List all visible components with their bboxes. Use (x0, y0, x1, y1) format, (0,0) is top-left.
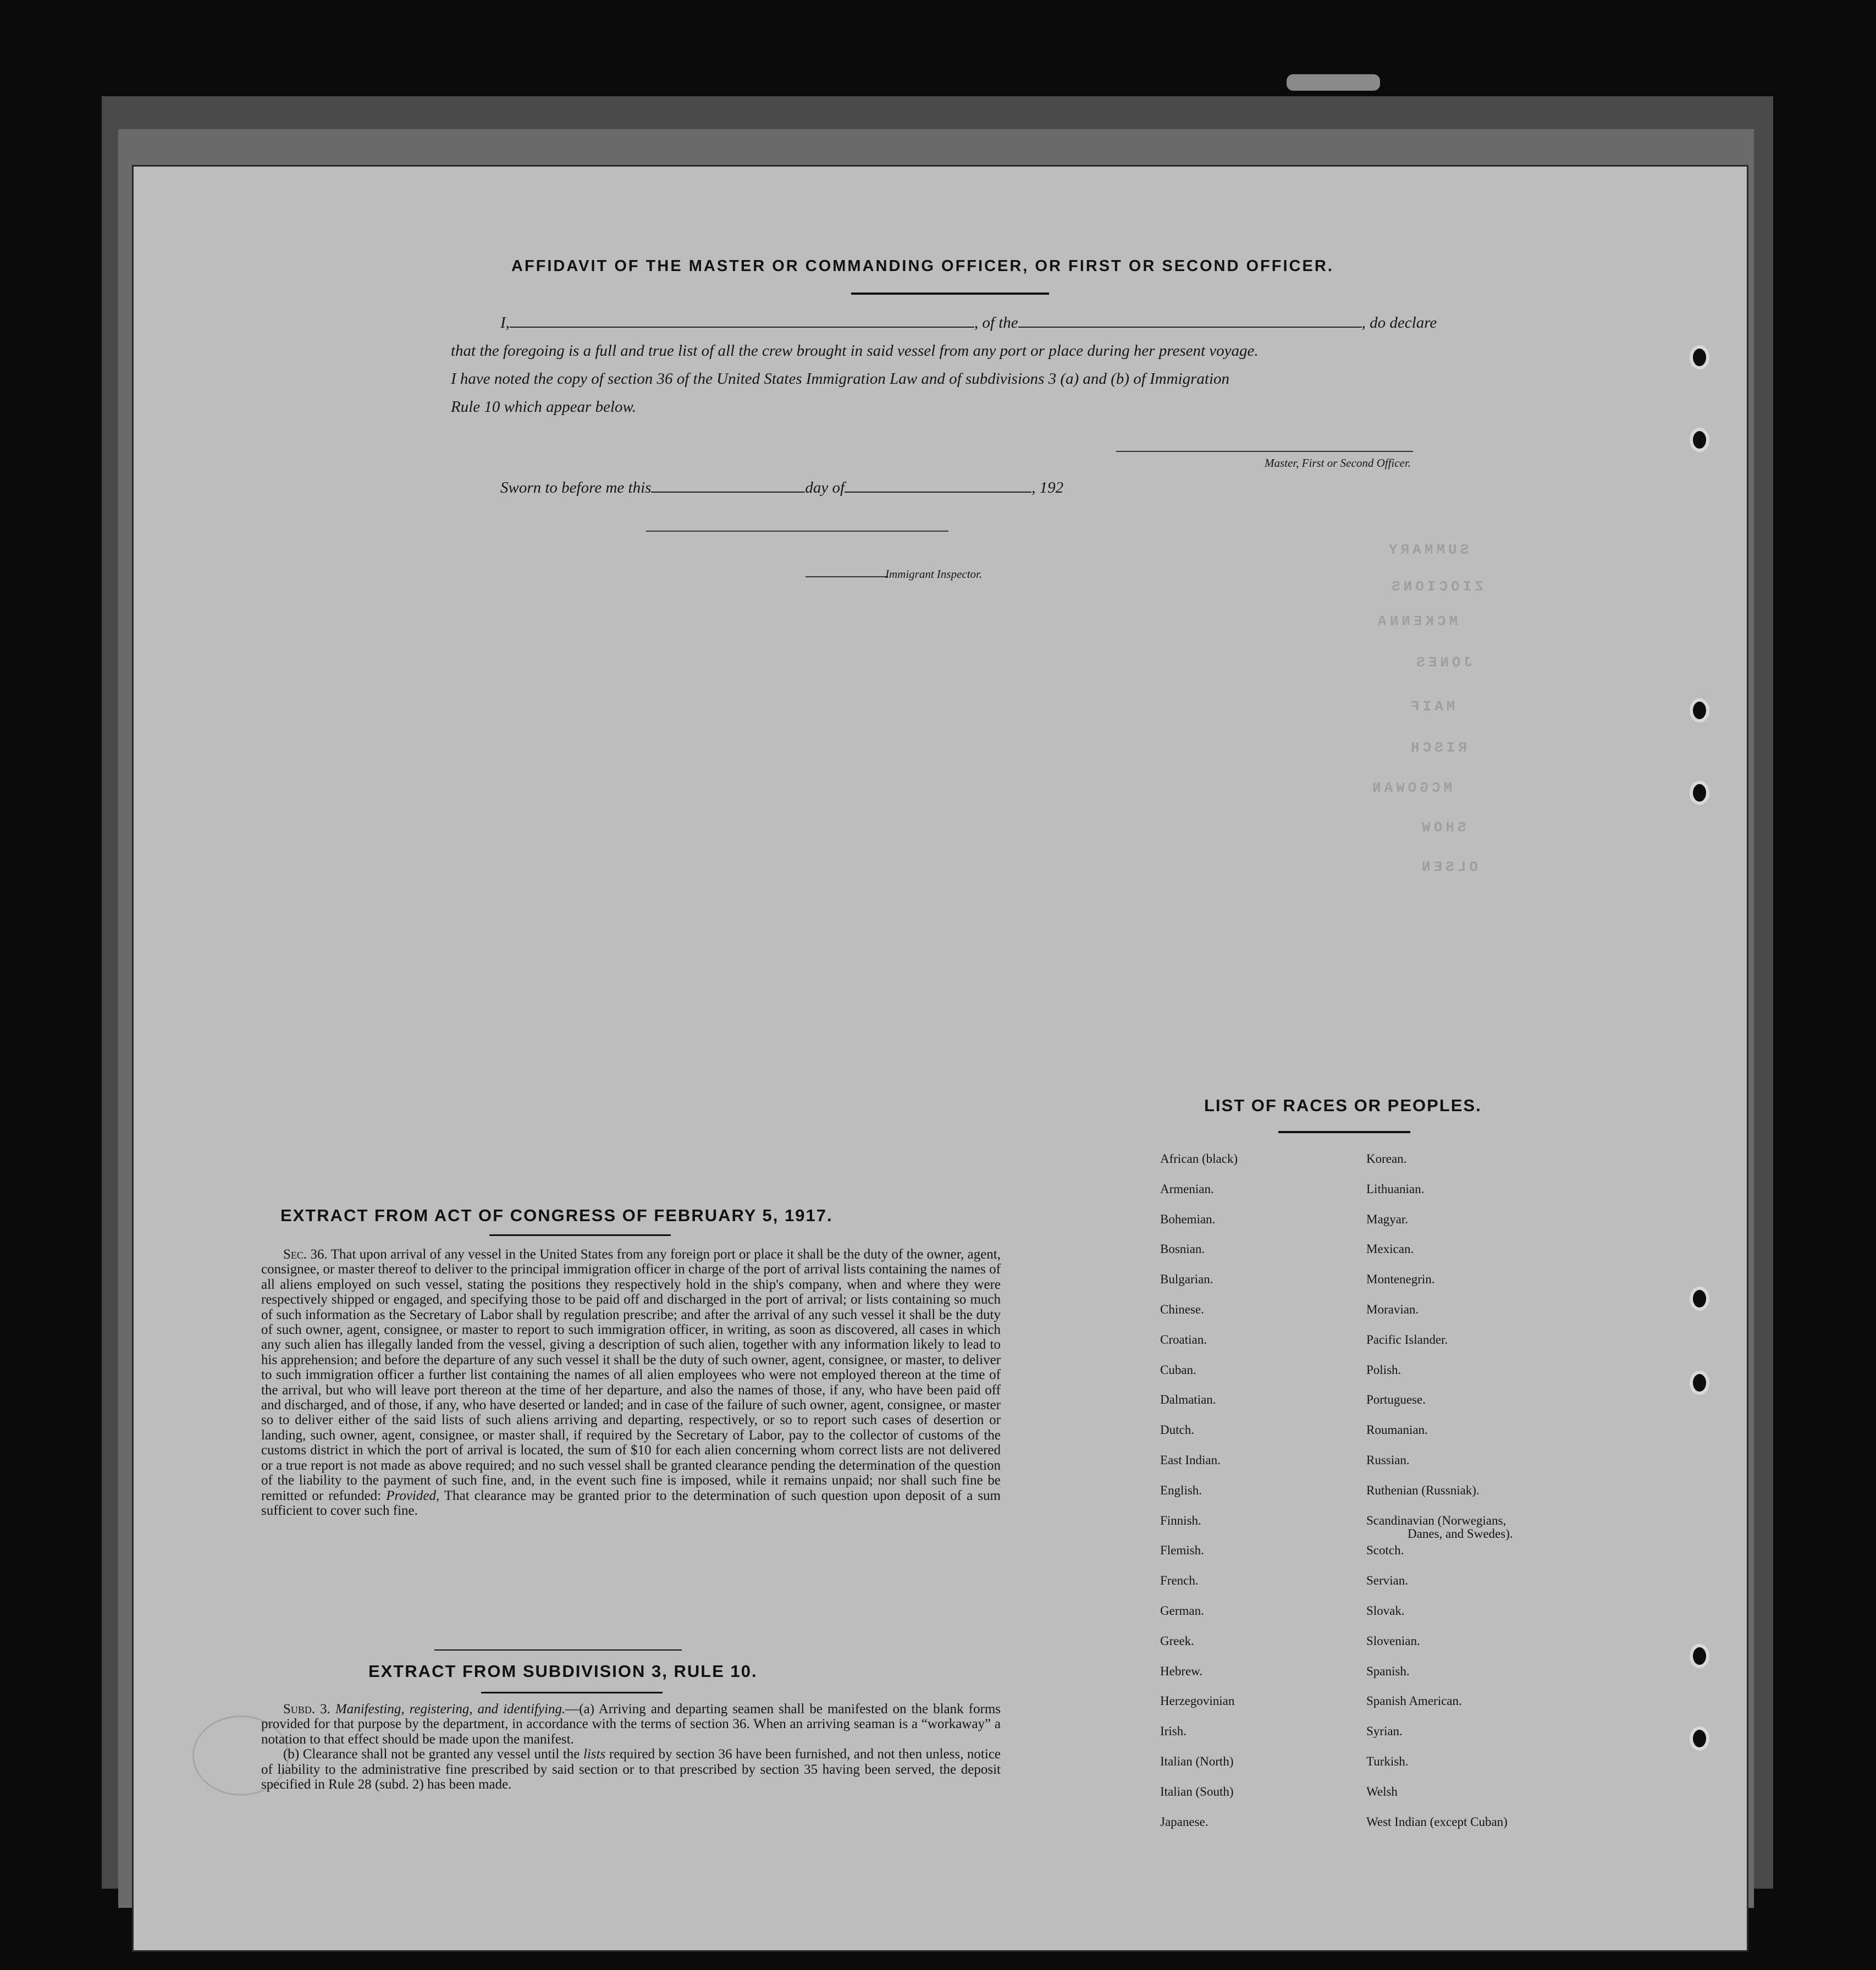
race-item: African (black) (1160, 1152, 1238, 1166)
race-item: Roumanian. (1366, 1423, 1428, 1437)
race-item: Flemish. (1160, 1543, 1204, 1557)
inspector-signature-line[interactable] (646, 531, 948, 532)
punch-hole (1690, 1644, 1709, 1668)
sworn-line (500, 474, 1270, 502)
races-rule (1278, 1131, 1410, 1133)
provided-text: That clearance may be granted prior to the determination of such question upon deposit of a sum sufficient to cover such fine. (261, 1488, 1001, 1518)
race-item: West Indian (except Cuban) (1366, 1815, 1508, 1829)
extract-rule-title: EXTRACT FROM SUBDIVISION 3, RULE 10. (368, 1662, 758, 1681)
sec-body: That upon arrival of any vessel in the United States from any foreign port or place it shall be the duty of the owner, agent, consignee, or master thereof to deliver to the principal immigration officer in charge of the port of arrival lists containing the names of all aliens employed on such vessel, stating the positions they respectively hold in the ship's company, when and where they were respectively shipped or engaged, and specifying those to be paid off and discharged in the port of arrival; or lists containing so much of such information as the Secretary of Labor shall by regulation prescribe; and after the arrival of any such vessel it shall be the duty of such owner, agent, consignee, or master to report to such immigration officer, in writing, as soon as discovered, all cases in which any such alien has illegally landed from the vessel, giving a description of such alien, together with any information likely to lead to his apprehension; and before the departure of any such vessel it shall be the duty of such owner, agent, consignee, or master, to deliver to such immigration officer a further list containing the names of all alien employees who were not employed thereon at the time of the arrival, but who will leave port thereon at the time of her departure, and also the names of those, if any, who have been paid off and discharged, and of those, if any, who have deserted or landed; and in case of the failure of such owner, agent, consignee, or master so to deliver either of the said lists of such aliens arriving and departing, respectively, or so to report such cases of desertion or landing, such owner, agent, consignee, or master shall, if required by the Secretary of Labor, pay to the collector of customs of the customs district in which the port of arrival is located, the sum of $10 for each alien concerning whom correct lists are not delivered or a true report is not made as above required; and no such vessel shall be granted clearance pending the determination of the question of the liability to the payment of such fine, and, in the event such fine is imposed, while it remains unpaid; nor shall such fine be remitted or refunded: (261, 1247, 1001, 1503)
document-page (132, 165, 1748, 1952)
race-item: Slovenian. (1366, 1634, 1420, 1648)
race-item: Armenian. (1160, 1182, 1214, 1196)
affidavit-line-2: that the foregoing is a full and true list of all the crew brought in said vessel from any port or place during her present voyage. (451, 342, 1259, 360)
bleed-through-text: MCGOWAN (1369, 780, 1453, 796)
title-rule (851, 293, 1049, 295)
of-the-label: , of the (974, 314, 1018, 332)
i-label: I, (500, 314, 510, 332)
affidavit-title: AFFIDAVIT OF THE MASTER OR COMMANDING OFFICER, OR FIRST OR SECOND OFFICER. (511, 257, 1334, 275)
race-item: Italian (South) (1160, 1785, 1234, 1798)
do-declare-label: , do declare (1361, 314, 1437, 332)
inspector-caption: Immigrant Inspector. (885, 567, 983, 581)
day-of-label: day of (805, 479, 845, 496)
year-label: , 192 (1031, 479, 1064, 496)
punch-hole (1690, 1371, 1709, 1395)
race-item: Korean. (1366, 1152, 1407, 1166)
race-item: Moravian. (1366, 1303, 1419, 1316)
race-item: German. (1160, 1604, 1204, 1618)
race-item: Chinese. (1160, 1303, 1204, 1316)
race-item: Portuguese. (1366, 1393, 1426, 1406)
race-item: Ruthenian (Russniak). (1366, 1483, 1480, 1497)
master-signature-line[interactable] (1116, 451, 1413, 452)
extract-act-title: EXTRACT FROM ACT OF CONGRESS OF FEBRUARY 5, 1917. (280, 1206, 833, 1225)
race-item: Bulgarian. (1160, 1272, 1213, 1286)
bleed-through-text: JONES (1413, 654, 1473, 671)
race-item: Croatian. (1160, 1333, 1207, 1347)
section-36-text (261, 1247, 1001, 1518)
race-item: Greek. (1160, 1634, 1194, 1648)
bleed-through-text: ZIOCIONS (1388, 578, 1483, 595)
punch-hole (1690, 428, 1709, 452)
race-item: Mexican. (1366, 1242, 1414, 1256)
vessel-blank[interactable] (1018, 327, 1362, 328)
affidavit-line-1 (500, 309, 1583, 337)
subd-label: Subd. 3. (283, 1702, 330, 1717)
race-item: Russian. (1366, 1453, 1410, 1467)
race-item-continuation: Danes, and Swedes). (1408, 1527, 1513, 1541)
subd-lists: lists (583, 1747, 606, 1762)
race-item: Scandinavian (Norwegians, (1366, 1514, 1507, 1527)
bleed-through-text: OLSEN (1419, 859, 1478, 875)
race-item: East Indian. (1160, 1453, 1221, 1467)
rule-10-text (261, 1702, 1001, 1792)
bleed-through-text: SHOW (1419, 819, 1466, 836)
affidavit-line-3: I have noted the copy of section 36 of the United States Immigration Law and of subdivisions 3 (a) and (b) of Immigration (451, 370, 1230, 388)
master-caption: Master, First or Second Officer. (1265, 456, 1411, 470)
bleed-through-text: SUMMARY (1386, 542, 1469, 558)
provided-word: Provided, (386, 1488, 440, 1503)
punch-hole (1690, 698, 1709, 722)
sworn-label: Sworn to before me this (500, 479, 652, 496)
subd-text-b1: (b) Clearance shall not be granted any vessel until the (283, 1747, 580, 1762)
extract-rule-rule (481, 1692, 663, 1693)
race-item: Scotch. (1366, 1543, 1404, 1557)
race-item: Lithuanian. (1366, 1182, 1425, 1196)
inspector-line-stub (805, 576, 888, 577)
bleed-through-text: MCKENNA (1375, 613, 1458, 630)
race-item: Syrian. (1366, 1724, 1403, 1738)
subd-text-b2: required by section 36 have been furnished, and not then unless, notice of liability to the administrative fine prescribed by said section or to that prescribed by section 35 having been served, the deposit specified in Rule 28 (subd. 2) has been made. (261, 1747, 1001, 1792)
race-item: Dalmatian. (1160, 1393, 1216, 1406)
race-item: Spanish American. (1366, 1694, 1462, 1708)
race-item: Turkish. (1366, 1754, 1409, 1768)
name-blank[interactable] (510, 327, 974, 328)
punch-hole (1690, 1726, 1709, 1751)
race-item: Japanese. (1160, 1815, 1209, 1829)
races-title: LIST OF RACES OR PEOPLES. (1204, 1096, 1482, 1115)
race-item: Herzegovinian (1160, 1694, 1235, 1708)
race-item: Polish. (1366, 1363, 1402, 1377)
day-blank[interactable] (651, 492, 805, 493)
top-edge-mark (1287, 74, 1380, 91)
extract-divider (434, 1649, 682, 1651)
affidavit-line-4: Rule 10 which appear below. (451, 398, 636, 416)
race-item: Finnish. (1160, 1514, 1201, 1527)
race-item: Irish. (1160, 1724, 1187, 1738)
race-item: Servian. (1366, 1574, 1409, 1587)
race-item: Magyar. (1366, 1212, 1409, 1226)
race-item: Spanish. (1366, 1664, 1410, 1678)
race-item: Montenegrin. (1366, 1272, 1435, 1286)
race-item: Welsh (1366, 1785, 1398, 1798)
subd-text-a: —(a) Arriving and departing seamen shall be manifested on the blank forms provided for that purpose by the department, in accordance with the terms of section 36. When an arriving seaman is a “workaway” a notation to that effect should be made upon the manifest. (261, 1702, 1001, 1747)
subd-italic: Manifesting, registering, and identifying. (335, 1702, 566, 1717)
race-item: Bosnian. (1160, 1242, 1205, 1256)
bleed-through-text: MAIF (1408, 698, 1455, 715)
race-item: Pacific Islander. (1366, 1333, 1448, 1347)
sec-label: Sec. 36. (283, 1247, 328, 1262)
punch-hole (1690, 781, 1709, 805)
bleed-through-text: RISCH (1408, 740, 1467, 756)
race-item: Hebrew. (1160, 1664, 1203, 1678)
extract-act-rule (489, 1234, 671, 1236)
punch-hole (1690, 1287, 1709, 1311)
race-item: Italian (North) (1160, 1754, 1234, 1768)
race-item: Bohemian. (1160, 1212, 1216, 1226)
month-blank[interactable] (845, 492, 1031, 493)
race-item: Slovak. (1366, 1604, 1405, 1618)
race-item: Dutch. (1160, 1423, 1194, 1437)
race-item: French. (1160, 1574, 1199, 1587)
race-item: Cuban. (1160, 1363, 1196, 1377)
punch-hole (1690, 345, 1709, 369)
race-item: English. (1160, 1483, 1202, 1497)
